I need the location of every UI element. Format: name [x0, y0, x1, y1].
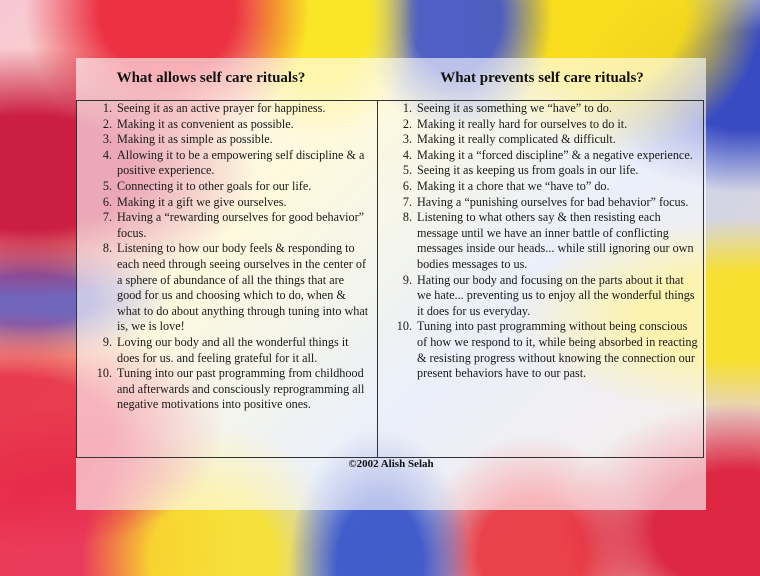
list-item: [381, 117, 699, 133]
two-column-table: [76, 100, 704, 458]
item-text: Connecting it to other goals for our life.: [117, 178, 312, 193]
item-text: Hating our body and focusing on the parts about it that we hate... preventing us to enjoy all the wonderful things it does for us everyday.: [417, 272, 695, 318]
list-item: [381, 210, 699, 272]
list-item: [81, 335, 371, 366]
item-text: Seeing it as an active prayer for happiness.: [117, 101, 326, 115]
list-item: [381, 319, 699, 381]
item-number: 1.: [102, 101, 112, 115]
item-text: Making it as convenient as possible.: [117, 116, 294, 131]
copyright-notice: ©2002 Alish Selah: [348, 458, 434, 470]
item-number: 8.: [402, 210, 412, 225]
item-text: Seeing it as something we “have” to do.: [417, 101, 612, 115]
item-number: 9.: [102, 334, 112, 349]
item-text: Making it really hard for ourselves to do it.: [417, 116, 628, 131]
list-item: [381, 273, 699, 320]
list-item: [381, 179, 699, 195]
list-item: [81, 366, 371, 413]
right-column-title: What prevents self care rituals?: [440, 70, 644, 86]
item-text: Having a “punishing ourselves for bad behavior” focus.: [417, 194, 689, 209]
handout-sheet: [76, 58, 706, 510]
item-text: Making it a gift we give ourselves.: [117, 194, 287, 209]
item-number: 7.: [402, 194, 412, 209]
item-text: Listening to what others say & then resisting each message until we have an inner battle of conflicting messages inside our heads... while still ignoring our own bodies messages to us.: [417, 210, 694, 271]
item-text: Making it as simple as possible.: [117, 132, 273, 147]
item-number: 10.: [96, 366, 112, 381]
list-item: [81, 195, 371, 211]
column-divider: [377, 101, 378, 457]
item-number: 3.: [102, 132, 112, 147]
item-number: 5.: [102, 178, 112, 193]
item-text: Making it a chore that we “have to” do.: [417, 178, 610, 193]
item-text: Making it a “forced discipline” & a negative experience.: [417, 147, 693, 162]
list-item: [381, 132, 699, 148]
item-text: Tuning into past programming without being conscious of how we respond to it, while being absorbed in reacting & resisting progress without knowing the connection our present behaviors have to our past.: [417, 319, 698, 381]
left-column-title: What allows self care rituals?: [116, 70, 306, 86]
list-item: [381, 148, 699, 164]
list-item: [81, 179, 371, 195]
list-item: [381, 195, 699, 211]
item-text: Having a “rewarding ourselves for good behavior” focus.: [117, 210, 365, 240]
item-text: Allowing it to be a empowering self discipline & a positive experience.: [117, 147, 365, 178]
item-text: Listening to how our body feels & responding to each need through seeing ourselves in the center of a sphere of abundance of all the things that are good for us and choosing which to do, when & what to do about anything through tuning into what is, we is love!: [117, 241, 369, 334]
item-text: Loving our body and all the wonderful things it does for us. and feeling grateful for it all.: [117, 334, 349, 365]
list-item: [81, 117, 371, 133]
item-text: Seeing it as keeping us from goals in our life.: [417, 163, 639, 178]
item-text: Making it really complicated & difficult.: [417, 132, 616, 147]
item-number: 7.: [102, 210, 112, 225]
list-item: [381, 163, 699, 179]
list-item: [81, 241, 371, 335]
list-item: [81, 101, 371, 117]
item-number: 3.: [402, 132, 412, 147]
item-number: 4.: [102, 147, 112, 162]
item-number: 4.: [402, 147, 412, 162]
item-number: 6.: [102, 194, 112, 209]
item-number: 5.: [402, 163, 412, 178]
item-number: 2.: [402, 116, 412, 131]
list-item: [81, 132, 371, 148]
list-item: [81, 210, 371, 241]
list-item: [381, 101, 699, 117]
item-number: 2.: [102, 116, 112, 131]
allows-list: [81, 101, 371, 413]
item-number: 6.: [402, 178, 412, 193]
item-number: 10.: [396, 319, 412, 334]
prevents-list: [381, 101, 699, 382]
item-number: 8.: [102, 241, 112, 256]
item-number: 9.: [402, 272, 412, 287]
list-item: [81, 148, 371, 179]
item-text: Tuning into our past programming from childhood and afterwards and consciously reprogramming all negative motivations into positive ones.: [117, 366, 365, 412]
item-number: 1.: [402, 101, 412, 115]
